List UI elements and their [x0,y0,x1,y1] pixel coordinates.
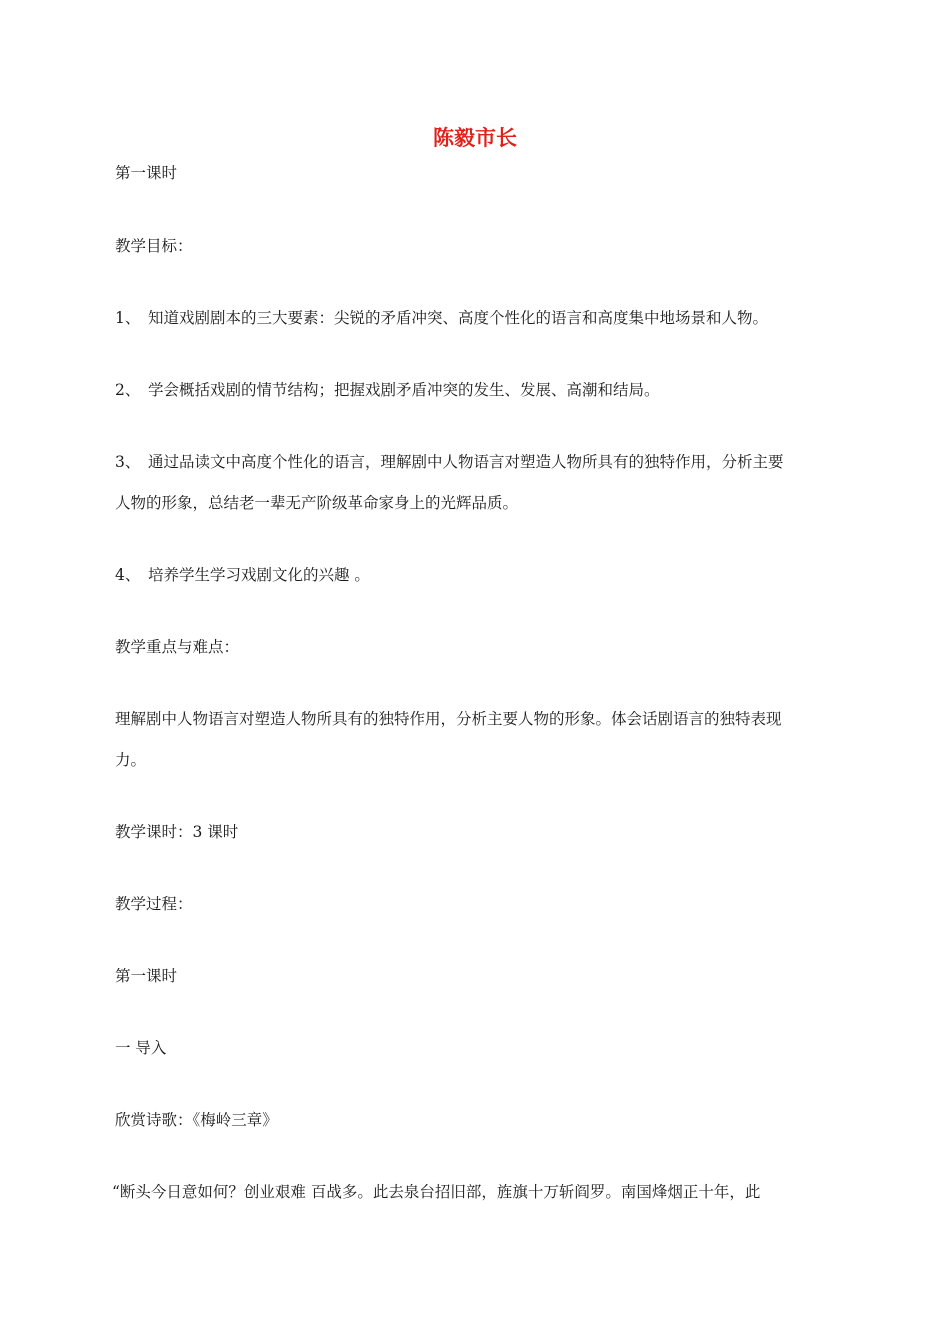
objective-number: 1、 [115,309,141,327]
objective-item-3-continuation: 人物的形象，总结老一辈无产阶级革命家身上的光辉品质。 [115,494,519,512]
document-title: 陈毅市长 [433,126,517,150]
objective-text: 培养学生学习戏剧文化的兴趣 。 [148,566,370,584]
key-points-heading: 教学重点与难点： [115,638,240,656]
objective-item-1 [115,307,840,329]
objective-text: 通过品读文中高度个性化的语言，理解剧中人物语言对塑造人物所具有的独特作用，分析主要 [148,453,784,471]
process-heading: 教学过程： [115,895,193,913]
objective-number: 2、 [115,381,141,399]
lesson-heading: 第一课时 [115,967,178,985]
lesson-hours: 教学课时：3 课时 [115,823,239,841]
objective-item-2 [115,379,840,401]
objective-item-4 [115,564,840,586]
key-points-text-continuation: 力。 [115,751,147,769]
section-heading: 第一课时 [115,164,178,182]
objectives-heading: 教学目标： [115,237,193,255]
key-points-text: 理解剧中人物语言对塑造人物所具有的独特作用，分析主要人物的形象。体会话剧语言的独特表现 [115,710,782,728]
part-one-heading: 一 导入 [115,1039,167,1057]
objective-number: 3、 [115,453,141,471]
poem-label: 欣赏诗歌：《梅岭三章》 [115,1111,278,1129]
poem-line: “断头今日意如何？创业艰难 百战多。此去泉台招旧部，旌旗十万斩阎罗。南国烽烟正十年，此 [112,1183,761,1201]
objective-text: 学会概括戏剧的情节结构；把握戏剧矛盾冲突的发生、发展、高潮和结局。 [148,381,660,399]
objective-number: 4、 [115,566,141,584]
objective-text: 知道戏剧剧本的三大要素：尖锐的矛盾冲突、高度个性化的语言和高度集中地场景和人物。 [148,309,769,327]
objective-item-3 [115,451,840,473]
